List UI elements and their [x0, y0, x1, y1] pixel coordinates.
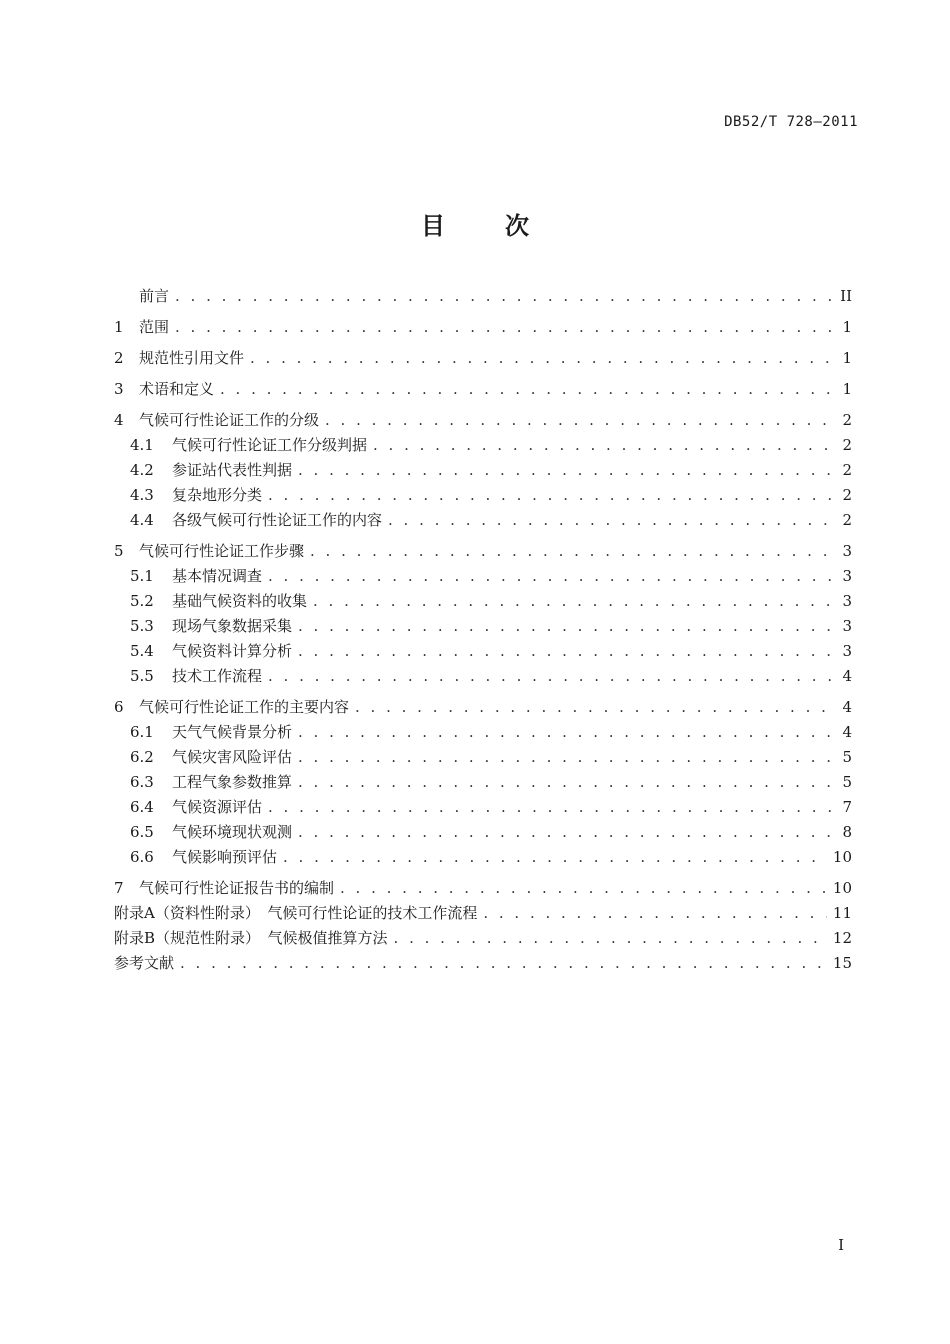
toc-entry-number: 6.4	[130, 798, 154, 816]
toc-entry-number: 5.1	[130, 567, 154, 585]
toc-entry-page: 2	[842, 511, 852, 529]
toc-leader-dots	[298, 770, 832, 795]
toc-entry-number: 4.4	[130, 511, 154, 529]
toc-entry-label: 技术工作流程	[172, 667, 263, 685]
toc-entry[interactable]	[114, 458, 852, 483]
toc-entry-number: 6.3	[130, 773, 154, 791]
table-of-contents	[114, 284, 852, 976]
toc-entry[interactable]	[114, 564, 852, 589]
toc-entry-page: 11	[832, 904, 852, 922]
toc-leader-dots	[325, 408, 832, 433]
toc-entry-page: 7	[842, 798, 852, 816]
toc-entry-page: 3	[842, 592, 852, 610]
toc-entry-page: 8	[842, 823, 852, 841]
toc-entry-page: 3	[842, 542, 852, 560]
toc-entry-label: 复杂地形分类	[172, 486, 263, 504]
toc-entry[interactable]	[114, 284, 852, 309]
toc-leader-dots	[268, 664, 832, 689]
toc-entry-page: 5	[842, 748, 852, 766]
toc-entry-label: 气候可行性论证工作的主要内容	[139, 698, 350, 716]
toc-entry[interactable]	[114, 695, 852, 720]
toc-entry-page: 4	[842, 667, 852, 685]
toc-entry-number: 5.4	[130, 642, 154, 660]
toc-entry[interactable]	[114, 926, 852, 951]
page-title: 目次	[421, 212, 589, 240]
toc-entry[interactable]	[114, 845, 852, 870]
toc-entry-label: 气候影响预评估	[172, 848, 278, 866]
toc-leader-dots	[250, 346, 832, 371]
toc-entry-page: 4	[842, 698, 852, 716]
toc-entry-number: 6.1	[130, 723, 154, 741]
document-code: DB52/T 728—2011	[724, 114, 858, 130]
page-number: I	[838, 1236, 844, 1254]
toc-entry-label: 气候灾害风险评估	[172, 748, 293, 766]
toc-leader-dots	[298, 639, 832, 664]
toc-entry-label: 参考文献	[114, 954, 175, 972]
toc-entry-page: 1	[842, 349, 852, 367]
toc-entry-page: 12	[832, 929, 852, 947]
toc-leader-dots	[220, 377, 832, 402]
toc-entry-label: 规范性引用文件	[139, 349, 245, 367]
toc-entry[interactable]	[114, 745, 852, 770]
toc-entry-label: 气候资料计算分析	[172, 642, 293, 660]
toc-entry-page: 3	[842, 567, 852, 585]
toc-entry-page: 4	[842, 723, 852, 741]
toc-entry-number: 5.5	[130, 667, 154, 685]
toc-entry-page: 3	[842, 642, 852, 660]
toc-entry[interactable]	[114, 315, 852, 340]
toc-leader-dots	[298, 820, 832, 845]
toc-leader-dots	[340, 876, 827, 901]
toc-entry-label: 附录A（资料性附录） 气候可行性论证的技术工作流程	[114, 904, 478, 922]
toc-entry-page: 10	[832, 848, 852, 866]
toc-entry-label: 工程气象参数推算	[172, 773, 293, 791]
toc-leader-dots	[283, 845, 827, 870]
toc-entry-page: 2	[842, 461, 852, 479]
toc-entry-page: 15	[832, 954, 852, 972]
toc-leader-dots	[298, 745, 832, 770]
toc-leader-dots	[175, 315, 832, 340]
toc-leader-dots	[355, 695, 832, 720]
toc-entry-number: 1	[114, 318, 124, 336]
toc-leader-dots	[313, 589, 832, 614]
toc-entry[interactable]	[114, 377, 852, 402]
toc-entry-number: 2	[114, 349, 124, 367]
toc-entry-page: 10	[832, 879, 852, 897]
toc-leader-dots	[298, 614, 832, 639]
toc-entry[interactable]	[114, 433, 852, 458]
toc-leader-dots	[175, 284, 832, 309]
toc-entry[interactable]	[114, 539, 852, 564]
toc-entry-page: 2	[842, 486, 852, 504]
toc-entry-page: 1	[842, 380, 852, 398]
toc-entry-number: 6.6	[130, 848, 154, 866]
toc-entry-label: 天气气候背景分析	[172, 723, 293, 741]
toc-leader-dots	[268, 483, 832, 508]
toc-entry-label: 术语和定义	[139, 380, 215, 398]
toc-entry[interactable]	[114, 820, 852, 845]
toc-entry-number: 6.5	[130, 823, 154, 841]
toc-entry[interactable]	[114, 614, 852, 639]
toc-leader-dots	[180, 951, 827, 976]
toc-entry[interactable]	[114, 795, 852, 820]
toc-entry[interactable]	[114, 589, 852, 614]
toc-entry[interactable]	[114, 664, 852, 689]
toc-entry-label: 现场气象数据采集	[172, 617, 293, 635]
toc-entry-number: 5.3	[130, 617, 154, 635]
toc-entry[interactable]	[114, 346, 852, 371]
toc-entry-label: 附录B（规范性附录） 气候极值推算方法	[114, 929, 388, 947]
toc-entry[interactable]	[114, 408, 852, 433]
toc-leader-dots	[394, 926, 827, 951]
toc-entry-number: 7	[114, 879, 124, 897]
toc-leader-dots	[388, 508, 832, 533]
toc-entry[interactable]	[114, 483, 852, 508]
toc-entry-label: 气候资源评估	[172, 798, 263, 816]
toc-leader-dots	[268, 564, 832, 589]
toc-entry-page: 1	[842, 318, 852, 336]
toc-entry-label: 气候环境现状观测	[172, 823, 293, 841]
toc-entry-number: 6.2	[130, 748, 154, 766]
toc-entry-number: 4.2	[130, 461, 154, 479]
toc-entry-label: 各级气候可行性论证工作的内容	[172, 511, 383, 529]
toc-entry-label: 气候可行性论证工作的分级	[139, 411, 320, 429]
toc-entry-number: 4.1	[130, 436, 154, 454]
toc-entry[interactable]	[114, 720, 852, 745]
toc-entry-number: 4.3	[130, 486, 154, 504]
toc-entry-label: 基础气候资料的收集	[172, 592, 308, 610]
toc-entry-label: 参证站代表性判据	[172, 461, 293, 479]
toc-entry-number: 5.2	[130, 592, 154, 610]
toc-leader-dots	[373, 433, 832, 458]
toc-leader-dots	[298, 458, 832, 483]
toc-entry[interactable]	[114, 639, 852, 664]
toc-entry-label: 气候可行性论证工作分级判据	[172, 436, 368, 454]
toc-entry-label: 基本情况调查	[172, 567, 263, 585]
toc-entry-number: 5	[114, 542, 124, 560]
toc-entry[interactable]	[114, 951, 852, 976]
toc-entry[interactable]	[114, 508, 852, 533]
toc-entry[interactable]	[114, 876, 852, 901]
toc-entry[interactable]	[114, 770, 852, 795]
toc-entry-number: 6	[114, 698, 124, 716]
toc-entry-label: 前言	[139, 287, 170, 305]
toc-entry[interactable]	[114, 901, 852, 926]
toc-entry-label: 气候可行性论证报告书的编制	[139, 879, 335, 897]
toc-entry-page: 3	[842, 617, 852, 635]
toc-leader-dots	[268, 795, 832, 820]
toc-entry-label: 气候可行性论证工作步骤	[139, 542, 305, 560]
toc-entry-page: 2	[842, 436, 852, 454]
toc-leader-dots	[483, 901, 827, 926]
toc-entry-number: 3	[114, 380, 124, 398]
toc-leader-dots	[298, 720, 832, 745]
toc-leader-dots	[310, 539, 832, 564]
toc-entry-page: II	[840, 287, 852, 305]
toc-entry-number: 4	[114, 411, 124, 429]
toc-entry-label: 范围	[139, 318, 170, 336]
toc-entry-page: 5	[842, 773, 852, 791]
toc-entry-page: 2	[842, 411, 852, 429]
